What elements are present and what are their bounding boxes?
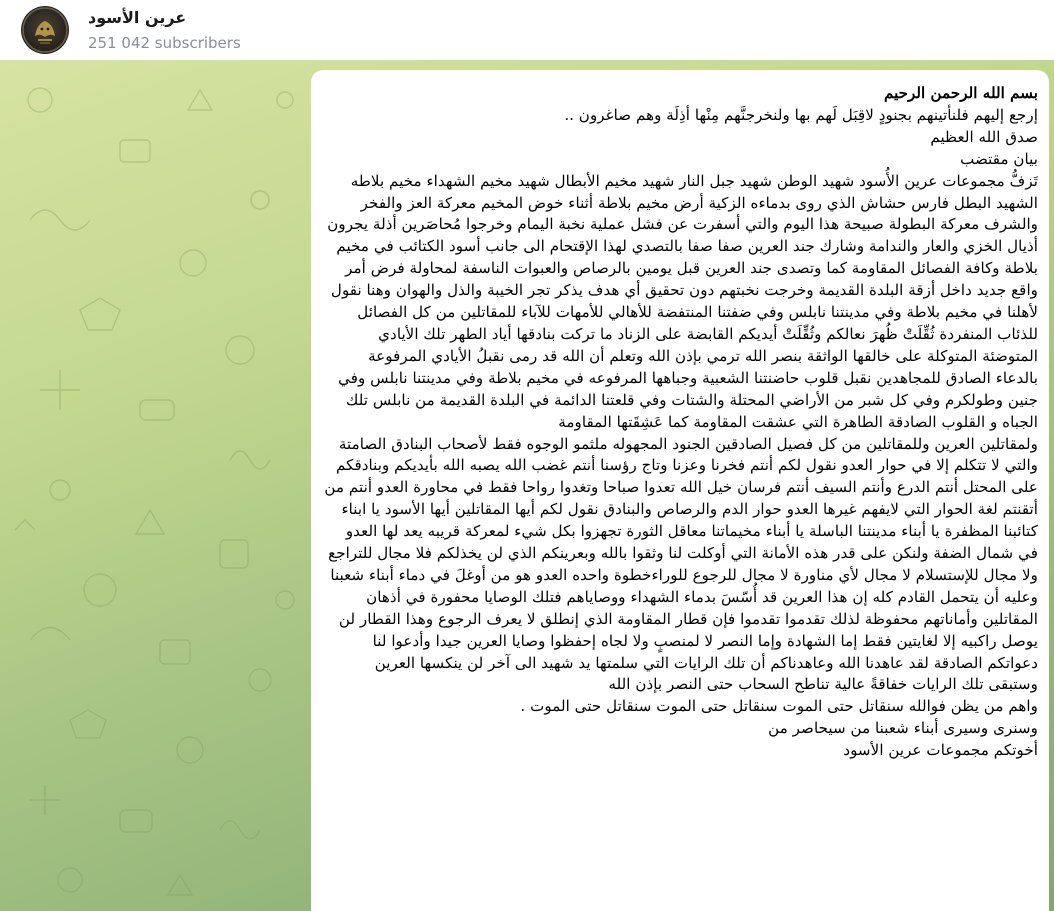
message-line: وسنرى وسيرى أبناء شعبنا من سيحاصر من	[768, 719, 1038, 738]
message-line: إرجع إليهم فلنأتينهم بجنودٍ لاقِبَل لَهم بها ولنخرجنَّهم مِنْها أذِلَة وهم صاغرون ..	[564, 105, 1038, 124]
message-bubble[interactable]	[311, 70, 1049, 911]
message-paragraph: تَزفُّ مجموعات عرين الأُسود شهيد الوطن شهيد جبل النار شهيد مخيم الأبطال شهيد مخيم الشهداء مخيم بلاطه الشهيد البطل فارس حشاش الذي روى بدماءه الزكية أرض مخيم بلاطة أثناء خوض المخيم معركة العز والفخر والشرف معركة البطولة صبيحة هذا اليوم والتي أسفرت عن فشل عملية نخبة اليمام وخرجوا مُحاصَرين أذلة يجرون أذيال الخزي والعار والندامة وشارك جند العرين صفا صفا بالتصدي لهذا الإقتحام الى جانب أسود الكتائب في مخيم بلاطة وكافة الفصائل المقاومة كما وتصدى جند العرين قبل يومين بالرصاص والعبوات الناسفة لمحاولة فرض أمر واقع جديد داخل أزقة البلدة القديمة وخرجت نخبتهم دون تحقيق أي هدف يذكر تجر الخيبة والذل والهوان وهنا نقول لأهلنا في مخيم بلاطة وفي مدينتنا نابلس وفي ضفتنا المنتفضة للأهالي للأمهات للآباء للمقاتلين من كل الفصائل للذئاب المنفردة ثُقِّلَتْ ظُهرَ نعالكم وثُقِّلَتْ أيديكم القابضة على الزناد ما تركت بنادقها أياد الطهر تلك الأيادي المتوضئة المتوكلة على خالقها الواثقة بنصر الله ترمي بإذن الله وتعلم أن الله قد رمى نقبلُ الأيادي المرفوعة بالدعاء الصادق للمجاهدين نقبل قلوب حاضنتنا الشعبية وجباهها المرفوعه في مخيم بلاطة وفي مدينتنا نابلس وفي جنين وطولكرم وفي كل شبر من الأراضي المحتلة والشتات وفي قلعتنا الدائمة في البلدة القديمة من نابلس تلك الجباه و القلوب الصادقة الطاهرة التي عشقت المقاومة كما عَشِقَتها المقاومة	[327, 171, 1038, 431]
message-line: بيان مقتضب	[960, 149, 1038, 168]
message-title: بسم الله الرحمن الرحيم	[883, 84, 1038, 102]
channel-avatar[interactable]	[21, 6, 69, 54]
chat-background	[0, 60, 1054, 911]
subscriber-count: 251 042 subscribers	[88, 34, 241, 52]
message-line: صدق الله العظيم	[930, 127, 1038, 146]
channel-header[interactable]	[0, 0, 1054, 60]
message-signature: أخوتكم مجموعات عرين الأسود	[843, 741, 1038, 760]
message-line: واهم من يظن فوالله سنقاتل حتى الموت سنقاتل حتى الموت سنقاتل حتى الموت .	[520, 697, 1038, 716]
lion-emblem-icon	[21, 6, 69, 54]
message-paragraph: ولمقاتلين العرين وللمقاتلين من كل فصيل الصادقين الجنود المجهوله ملثمو الوجوه فقط لأصحاب البنادق الصامتة والتي لا تتكلم إلا في حوار العدو نقول لكم أنتم فخرنا وعزنا وتاج رؤسنا أنتم غضب الله يصبه الله بأيديكم وبنادقكم على المحتل أنتم الدرع وأنتم السيف أنتم فرسان خيل الله تعدوا صباحا وتغدوا رواحا فقط في محاورة العدو أنتم من أتقنتم لغة الحوار التي لايفهم غيرها العدو حوار الدم والرصاص والبنادق نقول لكم أيها المقاتلين أيها الأسود يا ابناء كتائبنا المظفرة يا أبناء مدينتنا الباسلة يا أبناء مخيماتنا معاقل الثورة تجهزوا بكل شيء لمعركة قريبه يعد لها العدو في شمال الضفة ولنكن على قدر هذه الأمانة التي أوكلت لنا وثقوا بالله وبعرينكم الذي لن يخذلكم فلا مجال للتراجع ولا مجال للإستسلام لا مجال لأي مناورة لا مجال للرجوع للوراءخطوة واحده العدو هو من أوغلَ في دماء أبناء شعبنا وعليه أن يتحمل القادم كله إن هذا العرين قد أُسّسَ بدماء الشهداء ووصاياهم فتلك الوصايا محفورة في أذهان المقاتلين وأماناتهم محفوظة لذلك تقدموا تقدموا فإن قطار المقاومة الذي إنطلق لا يعرف الرجوع وهذا القطار لن يوصل راكبيه إلا لغايتين فقط إما الشهادة وإما النصر لا لمنصبٍ ولا لجاه إحفظوا وصايا العرين جيدا وأدعوا لنا دعواتكم الصادقة لقد عاهدنا الله وعاهدناكم أن تلك الرايات التي سلمتها يد شهيد الى آخر لن ينكسها العرين وستبقى تلك الرايات خفاقةً عالية تناطح السحاب حتى النصر بإذن الله	[324, 434, 1038, 694]
message-text	[322, 83, 1038, 762]
channel-name[interactable]: عرين الأسود	[88, 8, 187, 27]
